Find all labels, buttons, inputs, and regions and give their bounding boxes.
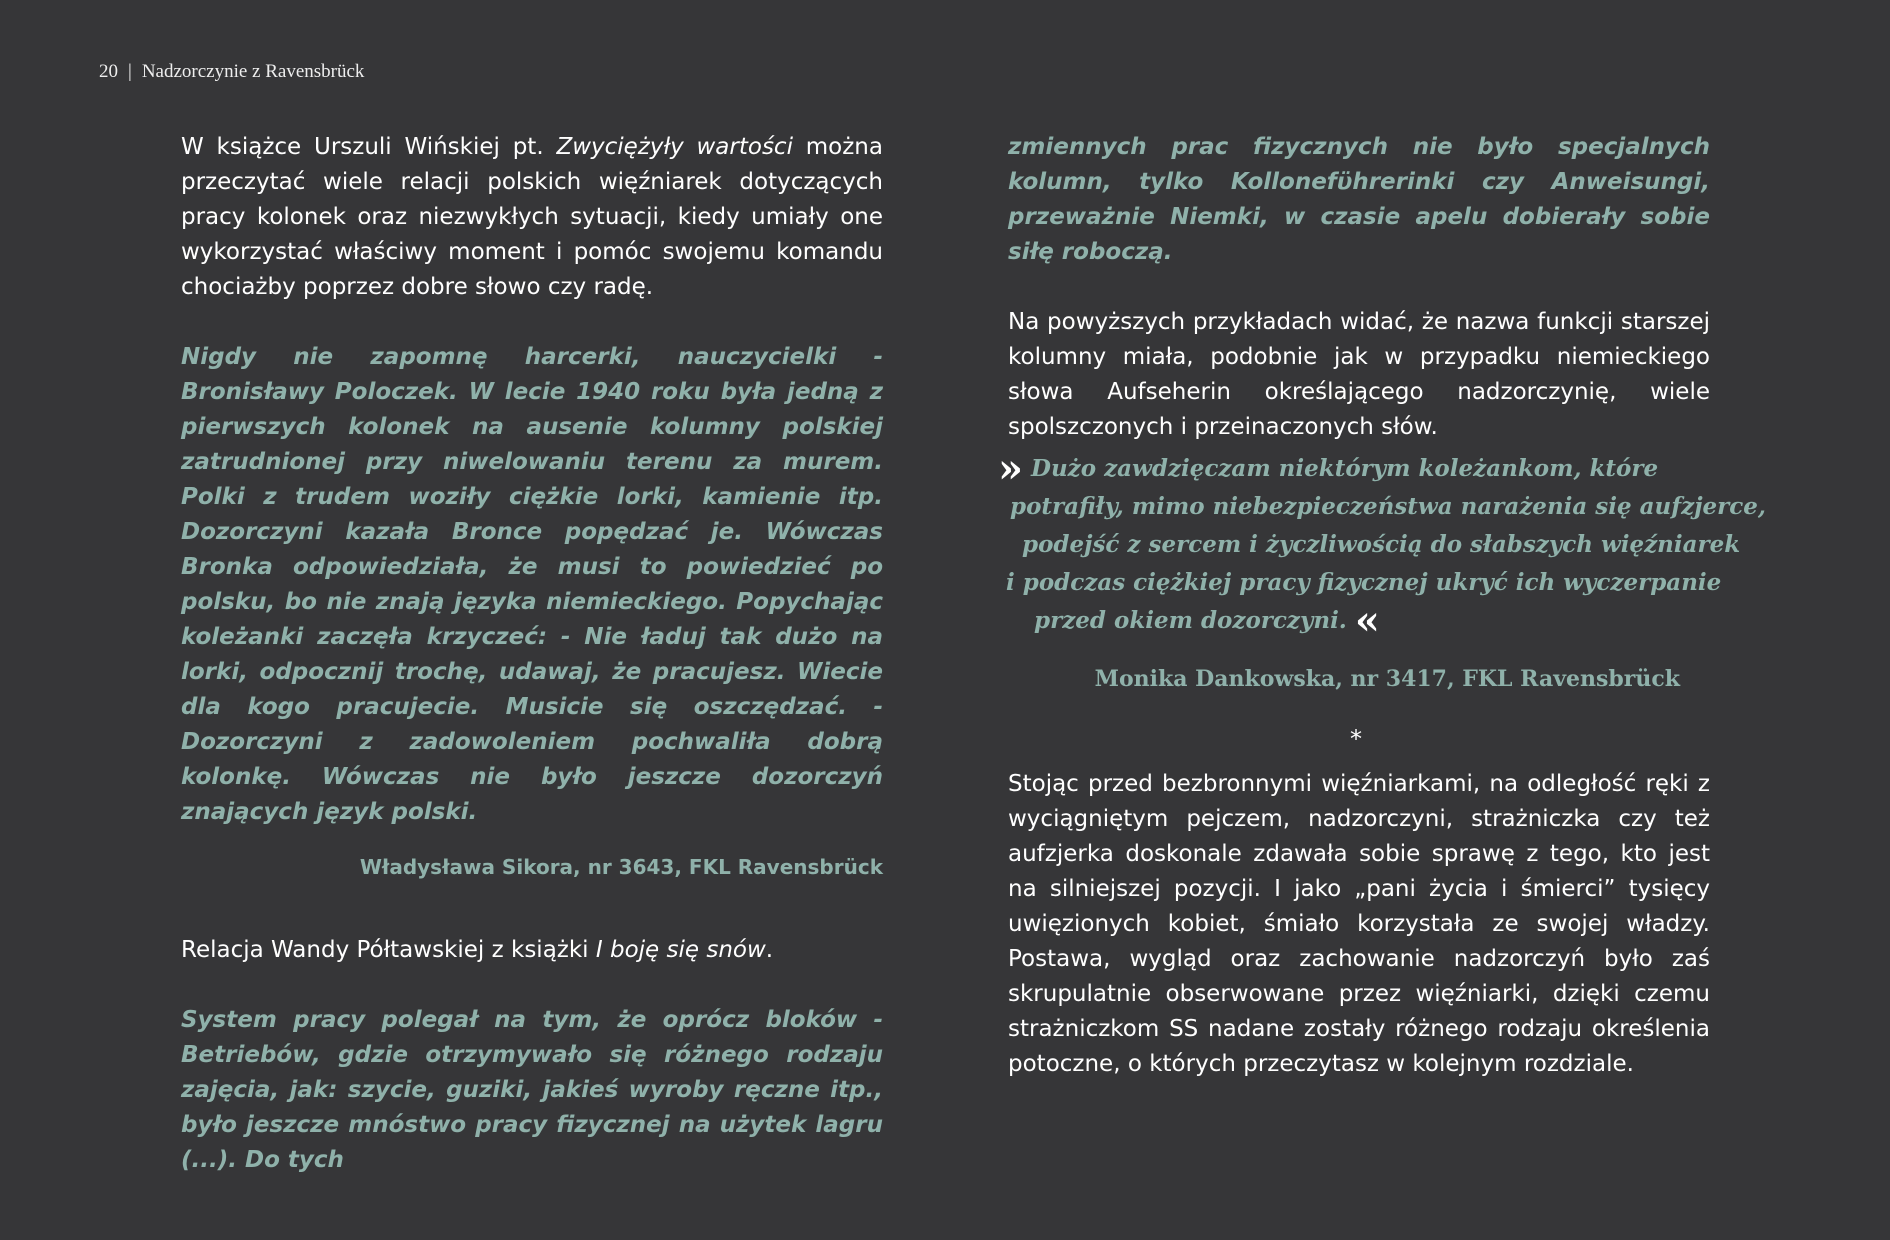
pull-quote-text: Dużo zawdzięczam niektórym koleżankom, które — [1031, 455, 1659, 482]
section-divider: * — [1350, 725, 1362, 753]
closing-paragraph: Stojąc przed bezbronnymi więźniarkami, na odległość ręki z wyciągniętym pejczem, nadzorczyni, strażniczka czy też aufzjerka doskonale zdawała sobie sprawę z tego, kto jest na silniejszej pozycji. I jako „pani życia i śmierci” tysięcy uwięzionych kobiet, śmiało korzystała ze swojej władzy. Postawa, wygląd oraz zachowanie nadzorczyń było zaś skrupulatnie obserwowane przez więźniarki, dzięki czemu strażniczkom SS nadane zostały różnego rodzaju określenia potoczne, o których przeczytasz w kolejnym rozdziale. — [1008, 771, 1710, 1077]
quote-poltawska-part2: zmiennych prac fizycznych nie było specjalnych kolumn, tylko Kollonefϋhrerinki czy Anweisungi, przeważnie Niemki, w czasie apelu dobierały sobie siłę roboczą. — [1008, 134, 1710, 265]
intro-book-title: Zwyciężyły wartości — [556, 134, 793, 160]
pull-quote-text: przed okiem dozorczyni. — [1034, 607, 1347, 634]
pull-quote-dankowska — [998, 445, 1766, 644]
running-header — [99, 61, 364, 83]
pull-quote-line — [998, 597, 1758, 644]
book-title: Nadzorczynie z Ravensbrück — [141, 61, 365, 82]
relation-book-title: I boję się snów — [595, 937, 766, 963]
relation-paragraph — [181, 933, 883, 968]
right-column — [1008, 130, 1710, 445]
quote-poltawska-part1: System pracy polegał na tym, że oprócz bloków - Betriebów, gdzie otrzymywało się różnego rodzaju zajęcia, jak: szycie, guziki, jakieś wyroby ręczne itp., było jeszcze mnóstwo pracy fizycznej na użytek lagru (...). Do tych — [181, 1007, 883, 1173]
open-quote-mark: » — [998, 445, 1023, 492]
right-column-lower — [1008, 767, 1710, 1082]
analysis-paragraph: Na powyższych przykładach widać, że nazwa funkcji starszej kolumny miała, podobnie jak w przypadku niemieckiego słowa Aufseherin określającego nadzorczynię, wiele spolszczonych i przeinaczonych słów. — [1008, 309, 1710, 440]
pull-quote-text: potrafiły, mimo niebezpieczeństwa narażenia się aufzjerce, — [1010, 493, 1766, 520]
page-number: 20 — [99, 61, 118, 82]
pull-quote-line — [998, 445, 1758, 492]
relation-text: Relacja Wandy Półtawskiej z książki — [181, 937, 596, 963]
pull-quote-line — [998, 488, 1766, 526]
intro-text-continued: można przeczytać wiele relacji polskich więźniarek dotyczących pracy kolonek oraz niezwykłych sytuacji, kiedy umiały one wykorzystać właściwy moment i pomóc swojemu komandu chociażby poprzez dobre słowo czy radę. — [181, 134, 883, 300]
intro-paragraph — [181, 130, 883, 305]
pull-quote-text: i podczas ciężkiej pracy fizycznej ukryć ich wyczerpanie — [1006, 569, 1722, 596]
left-column — [181, 130, 883, 1178]
pull-quote-line — [998, 526, 1758, 564]
header-separator: | — [128, 61, 132, 82]
quote-sikora: Nigdy nie zapomnę harcerki, nauczycielki - Bronisławy Poloczek. W lecie 1940 roku była jedną z pierwszych kolonek na ausenie kolumny polskiej zatrudnionej przy niwelowaniu terenu za murem. Polki z trudem woziły ciężkie lorki, kamienie itp. Dozorczyni kazała Bronce popędzać je. Wówczas Bronka odpowiedziała, że musi to powiedzieć po polsku, bo nie znają języka niemieckiego. Popychając koleżanki zaczęła krzyczeć: - Nie ładuj tak dużo na lorki, odpocznij trochę, udawaj, że pracujesz. Wiecie dla kogo pracujecie. Musicie się oszczędzać. - Dozorczyni z zadowoleniem pochwaliła dobrą kolonkę. Wówczas nie było jeszcze dozorczyń znających język polski. — [181, 344, 883, 825]
intro-text: W książce Urszuli Wińskiej pt. — [181, 134, 557, 160]
pull-quote-attribution: Monika Dankowska, nr 3417, FKL Ravensbrück — [1094, 666, 1680, 692]
pull-quote-text: podejść z sercem i życzliwością do słabszych więźniarek — [1022, 531, 1741, 558]
close-quote-mark: « — [1354, 597, 1380, 644]
quote-sikora-attribution: Władysława Sikora, nr 3643, FKL Ravensbrück — [359, 855, 883, 879]
relation-text-end: . — [765, 937, 774, 963]
